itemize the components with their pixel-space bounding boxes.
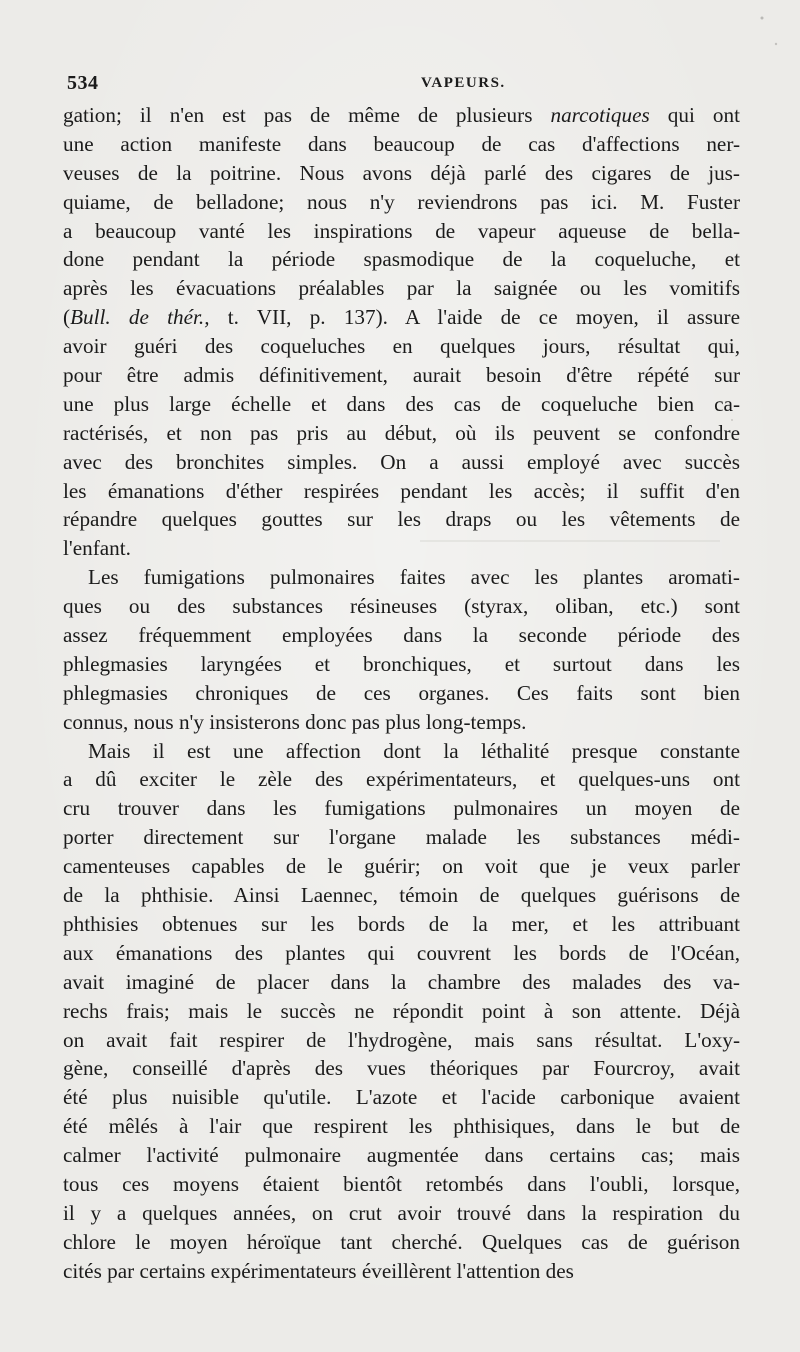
text-line: aux émanations des plantes qui couvrent les bords de l'Océan, xyxy=(63,940,740,965)
text-line: ques ou des substances résineuses (styrax, oliban, etc.) sont xyxy=(63,594,740,619)
page-number: 534 xyxy=(67,72,99,94)
paragraph xyxy=(63,563,740,736)
text-line: répandre quelques gouttes sur les draps ou les vêtements de xyxy=(63,507,740,532)
text-line: cités par certains expérimentateurs éveillèrent l'attention des xyxy=(63,1258,574,1283)
text-line xyxy=(63,303,740,332)
paragraph xyxy=(63,737,740,1286)
text-line: l'enfant. xyxy=(63,536,131,561)
text-line: une plus large échelle et dans des cas de coqueluche bien ca- xyxy=(63,391,740,416)
paragraph xyxy=(63,101,740,563)
text-line: avec des bronchites simples. On a aussi employé avec succès xyxy=(63,449,740,474)
text-line: Les fumigations pulmonaires faites avec les plantes aromati- xyxy=(88,565,740,590)
text-line: camenteuses capables de le guérir; on voit que je veux parler xyxy=(63,854,740,879)
text-line: porter directement sur l'organe malade les substances médi- xyxy=(63,825,740,850)
text-line: calmer l'activité pulmonaire augmentée dans certains cas; mais xyxy=(63,1143,740,1168)
text-line: phlegmasies chroniques de ces organes. Ces faits sont bien xyxy=(63,680,740,705)
text-line: été plus nuisible qu'utile. L'azote et l'acide carbonique avaient xyxy=(63,1085,740,1110)
text-line: done pendant la période spasmodique de la coqueluche, et xyxy=(63,247,740,272)
text-run: qui ont xyxy=(649,103,740,127)
italic-text-run: Bull. de thér., xyxy=(70,305,210,330)
body-text xyxy=(63,101,740,1286)
text-line: avoir guéri des coqueluches en quelques jours, résultat qui, xyxy=(63,334,740,359)
text-line: cru trouver dans les fumigations pulmonaires un moyen de xyxy=(63,796,740,821)
text-line: pour être admis définitivement, aurait besoin d'être répété sur xyxy=(63,363,740,388)
text-line: phlegmasies laryngées et bronchiques, et surtout dans les xyxy=(63,651,740,676)
text-run: ( xyxy=(63,305,71,330)
text-line: on avait fait respirer de l'hydrogène, mais sans résultat. L'oxy- xyxy=(63,1027,740,1052)
page-header xyxy=(63,72,740,102)
italic-text-run: narcotiques xyxy=(550,103,650,127)
text-line: il y a quelques années, on crut avoir trouvé dans la respiration du xyxy=(63,1200,740,1225)
text-run: gation; il n'en est pas de même de plusieurs xyxy=(63,103,551,127)
text-line: quiame, de belladone; nous n'y reviendrons pas ici. M. Fuster xyxy=(63,189,740,214)
text-line: rechs frais; mais le succès ne répondit point à son attente. Déjà xyxy=(63,998,740,1023)
text-line: été mêlés à l'air que respirent les phthisiques, dans le but de xyxy=(63,1114,740,1139)
text-run: t. VII, p. 137). A l'aide de ce moyen, il assure xyxy=(209,305,740,330)
text-line: avait imaginé de placer dans la chambre des malades des va- xyxy=(63,969,740,994)
text-line: Mais il est une affection dont la léthalité presque constante xyxy=(88,738,740,763)
text-line: une action manifeste dans beaucoup de cas d'affections ner- xyxy=(63,131,740,156)
text-line: connus, nous n'y insisterons donc pas plus long-temps. xyxy=(63,709,527,734)
text-line: a beaucoup vanté les inspirations de vapeur aqueuse de bella- xyxy=(63,218,740,243)
text-line xyxy=(63,101,740,130)
text-line: après les évacuations préalables par la saignée ou les vomitifs xyxy=(63,276,740,301)
text-line: chlore le moyen héroïque tant cherché. Quelques cas de guérison xyxy=(63,1229,740,1254)
text-line: phthisies obtenues sur les bords de la mer, et les attribuant xyxy=(63,911,740,936)
text-line: assez fréquemment employées dans la seconde période des xyxy=(63,623,740,648)
text-line: ractérisés, et non pas pris au début, où ils peuvent se confondre xyxy=(63,420,740,445)
text-line: gène, conseillé d'après des vues théoriques par Fourcroy, avait xyxy=(63,1056,740,1081)
text-line: a dû exciter le zèle des expérimentateurs, et quelques-uns ont xyxy=(63,767,740,792)
running-head: VAPEURS. xyxy=(421,75,506,91)
text-line: les émanations d'éther respirées pendant les accès; il suffit d'en xyxy=(63,478,740,503)
text-line: de la phthisie. Ainsi Laennec, témoin de quelques guérisons de xyxy=(63,883,740,908)
text-line: tous ces moyens étaient bientôt retombés dans l'oubli, lorsque, xyxy=(63,1171,740,1196)
text-line: veuses de la poitrine. Nous avons déjà parlé des cigares de jus- xyxy=(63,160,740,185)
